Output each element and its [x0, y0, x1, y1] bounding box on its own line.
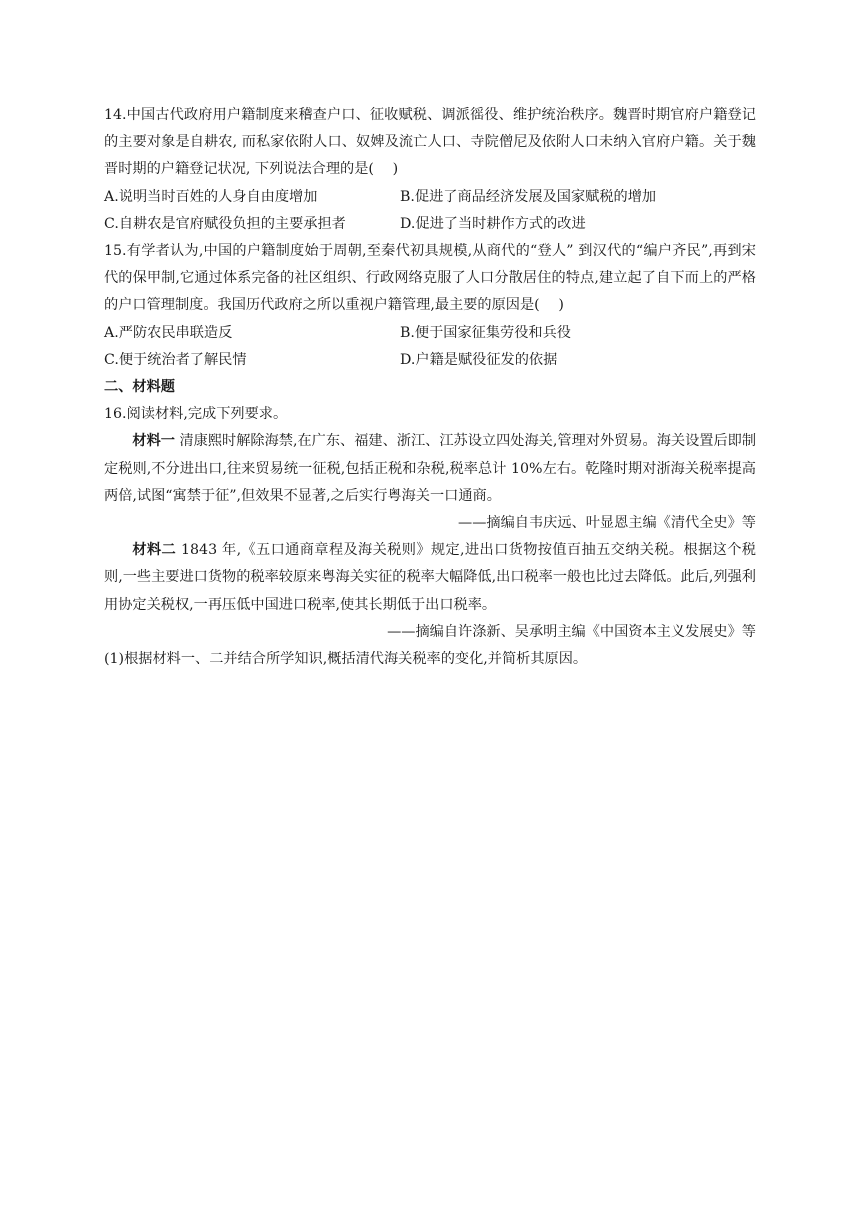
option-c: C.自耕农是官府赋役负担的主要承担者 [104, 215, 346, 232]
material-1-text: 清康熙时解除海禁,在广东、福建、浙江、江苏设立四处海关,管理对外贸易。海关设置后即制定税则,不分进出口,往来贸易统一征税,包括正税和杂税,税率总计 10%左右。乾隆时期对浙海关税率提高两倍,试图“寓禁于征”,但效果不显著,之后实行粤海关一口通商。 [104, 433, 757, 504]
section-heading: 二、材料题 [104, 379, 175, 396]
question-14-options-row1 [104, 184, 756, 211]
question-15-options-row1 [104, 320, 756, 347]
question-14-options-row2 [104, 211, 756, 238]
option-a: A.严防农民串联造反 [104, 324, 233, 341]
material-2-source: ——摘编自许涤新、吴承明主编《中国资本主义发展史》等 [387, 623, 756, 640]
question-15 [104, 238, 756, 374]
option-d: D.户籍是赋役征发的依据 [400, 351, 558, 368]
page-content [104, 102, 756, 673]
question-16-intro: 16.阅读材料,完成下列要求。 [104, 406, 288, 423]
material-1-label: 材料一 [132, 433, 175, 450]
question-15-options-row2 [104, 347, 756, 374]
material-1 [104, 428, 756, 510]
option-b: B.促进了商品经济发展及国家赋税的增加 [400, 188, 657, 205]
question-14-stem: 14.中国古代政府用户籍制度来稽查户口、征收赋税、调派徭役、维护统治秩序。魏晋时期官府户籍登记的主要对象是自耕农, 而私家依附人口、奴婢及流亡人口、寺院僧尼及依附人口未纳入官府户籍。关于魏晋时期的户籍登记状况, 下列说法合理的是( ) [104, 107, 756, 178]
option-d: D.促进了当时耕作方式的改进 [400, 215, 586, 232]
material-2-label: 材料二 [132, 542, 177, 559]
material-2-text: 1843 年,《五口通商章程及海关税则》规定,进出口货物按值百抽五交纳关税。根据这个税则,一些主要进口货物的税率较原来粤海关实征的税率大幅降低,出口税率一般也比过去降低。此后,列强利用协定关税权,一再压低中国进口税率,使其长期低于出口税率。 [104, 542, 756, 613]
option-b: B.便于国家征集劳役和兵役 [400, 324, 571, 341]
question-14 [104, 102, 756, 238]
question-15-stem: 15.有学者认为,中国的户籍制度始于周朝,至秦代初具规模,从商代的“登人” 到汉代的“编户齐民”,再到宋代的保甲制,它通过体系完备的社区组织、行政网络克服了人口分散居住的特点,建立起了自下而上的严格的户口管理制度。我国历代政府之所以重视户籍管理,最主要的原因是( ) [104, 243, 756, 314]
material-1-source: ——摘编自韦庆远、叶显恩主编《清代全史》等 [458, 515, 756, 532]
sub-question-1: (1)根据材料一、二并结合所学知识,概括清代海关税率的变化,并简析其原因。 [104, 651, 588, 668]
option-c: C.便于统治者了解民情 [104, 351, 247, 368]
material-2 [104, 537, 756, 619]
option-a: A.说明当时百姓的人身自由度增加 [104, 188, 318, 205]
question-16 [104, 401, 756, 673]
